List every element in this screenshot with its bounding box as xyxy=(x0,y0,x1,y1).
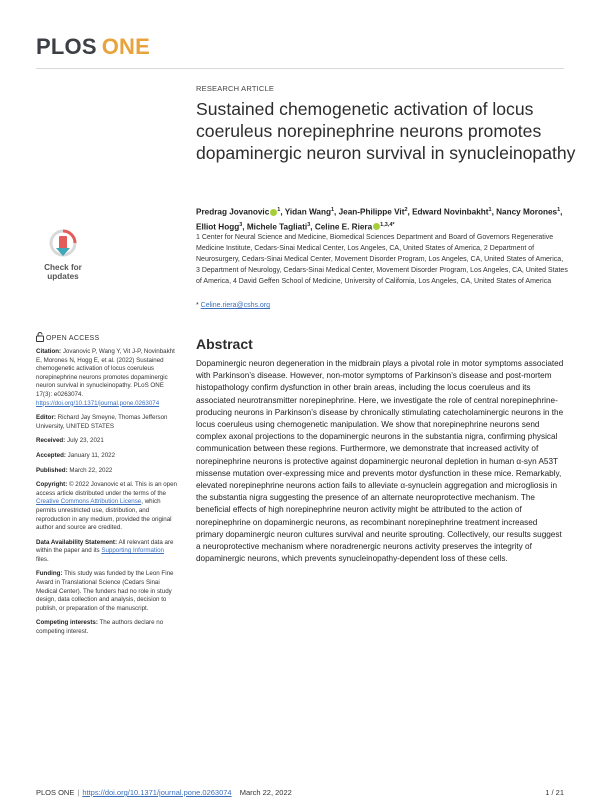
author-name: Celine E. Riera xyxy=(314,222,373,232)
citation-text: Jovanovic P, Wang Y, Vit J-P, Novinbakht E, Morones N, Hogg E, et al. (2022) Sustained chemogenetic activation of locus coeruleus norepinephrine neurons promotes dopaminergic neuron survival in synucleinopathy. PLoS ONE 17(3): e0263074. xyxy=(36,348,175,398)
copyright-block xyxy=(36,481,178,533)
badge-label-line2: updates xyxy=(47,272,79,281)
supporting-info-link[interactable]: Supporting Information xyxy=(101,547,164,555)
citation-doi-link[interactable]: https://doi.org/10.1371/journal.pone.0263074 xyxy=(36,399,160,407)
page-footer xyxy=(36,788,292,797)
published-date: March 22, 2022 xyxy=(69,466,113,474)
article-type: RESEARCH ARTICLE xyxy=(196,84,275,93)
author-affiliation-marker: 1,3,4* xyxy=(380,221,395,228)
editor-label: Editor: xyxy=(36,414,56,422)
badge-label xyxy=(36,263,90,281)
page-number: 1 / 21 xyxy=(545,788,564,797)
footer-separator xyxy=(235,788,237,797)
affiliations: 1 Center for Neural Science and Medicine, Biomedical Sciences Department and Board of Governors Regenerative Medicine Institute, Cedars-Sinai Medical Center, Los Angeles, CA, United States of America, 2 Department of Neurosurgery, Cedars-Sinai Medical Center, Movement Disorder Program, Los Angeles, CA, United States of America, 3 Department of Neurology, Cedars-Sinai Medical Center, Movement Disorder Program, Los Angeles, CA, United States of America, 4 David Geffen School of Medicine, University of California, Los Angeles, CA, United States of America xyxy=(196,234,568,285)
competing-interests-block xyxy=(36,619,178,636)
email-prefix: * xyxy=(196,302,201,309)
author-name: Predrag Jovanovic xyxy=(196,207,270,217)
funding-block xyxy=(36,570,178,613)
copyright-text-pre: © 2022 Jovanovic et al. This is an open access article distributed under the terms of the xyxy=(36,481,177,497)
open-access-label: OPEN ACCESS xyxy=(46,335,100,342)
author-name: Michele Tagliati xyxy=(246,222,308,232)
author-name: Edward Novinbakht xyxy=(412,207,489,217)
copyright-label: Copyright: xyxy=(36,481,68,489)
author-name: Yidan Wang xyxy=(284,207,331,217)
author-name: Nancy Morones xyxy=(496,207,558,217)
footer-journal: PLOS ONE xyxy=(36,788,75,797)
funding-label: Funding: xyxy=(36,570,63,578)
accepted-block xyxy=(36,452,178,461)
editor-text: Richard Jay Smeyne, Thomas Jefferson University, UNITED STATES xyxy=(36,414,168,430)
author-name: Jean-Philippe Vit xyxy=(338,207,405,217)
editor-block xyxy=(36,414,178,431)
accepted-label: Accepted: xyxy=(36,451,66,459)
author-name: Elliot Hogg xyxy=(196,222,240,232)
author-affiliation-marker: 1 xyxy=(330,207,335,213)
article-title: Sustained chemogenetic activation of locus coeruleus norepinephrine neurons promotes dopaminergic neuron survival in synucleinopathy xyxy=(196,99,576,163)
copyright-text-post: , which permits unrestricted use, distribution, and reproduction in any medium, provided the original author and source are credited. xyxy=(36,498,172,532)
author-affiliation-marker: 1 xyxy=(557,207,561,213)
logo-one: ONE xyxy=(101,34,150,59)
data-availability-post: files. xyxy=(36,555,49,563)
check-for-updates-badge[interactable] xyxy=(36,230,90,290)
received-block xyxy=(36,437,178,446)
competing-interests-label: Competing interests: xyxy=(36,619,98,627)
badge-label-line1: Check for xyxy=(44,263,82,272)
open-lock-icon xyxy=(36,332,44,342)
author-list: Predrag Jovanovic $^1$, Yidan Wang$^1$, Jean-Philippe Vit$^2$, Edward Novinbakht$^1$, Nancy Morones$^1$, Elliot Hogg$^3$, Michele Tagliati$^3$, Celine E. Riera $^{1,3,4*}$ xyxy=(196,207,563,232)
footer-separator: | xyxy=(77,788,80,797)
check-for-updates-icon xyxy=(50,230,76,260)
author-affiliation-marker: 2 xyxy=(404,207,408,213)
author-affiliation-marker: 3 xyxy=(307,221,311,228)
article-info-sidebar xyxy=(36,348,178,643)
citation-label: Citation: xyxy=(36,348,62,355)
published-block xyxy=(36,467,178,476)
corresponding-email xyxy=(196,302,270,309)
author-affiliation-marker: 1 xyxy=(488,207,492,213)
journal-logo xyxy=(36,34,150,60)
open-access xyxy=(36,332,99,342)
data-availability-block xyxy=(36,539,178,565)
citation-block xyxy=(36,348,178,408)
received-date: July 23, 2021 xyxy=(66,437,104,445)
email-link[interactable]: Celine.riera@cshs.org xyxy=(200,302,271,309)
data-availability-label: Data Availability Statement: xyxy=(36,538,118,546)
received-label: Received: xyxy=(36,437,66,445)
abstract-heading: Abstract xyxy=(196,336,253,352)
footer-date: March 22, 2022 xyxy=(239,788,292,797)
license-link[interactable]: Creative Commons Attribution License xyxy=(36,498,142,506)
author-affiliation-marker: 3 xyxy=(239,221,243,228)
published-label: Published: xyxy=(36,466,68,474)
author-affiliation-marker: 1 xyxy=(277,207,281,213)
competing-interests-text: The authors declare no competing interest. xyxy=(36,619,164,636)
abstract-text: Dopaminergic neuron degeneration in the midbrain plays a pivotal role in motor symptoms associated with Parkinson’s disease. However, non-motor symptoms of Parkinson’s disease and post-mortem histopathology confirm dysfunction in other brain areas, including the locus coeruleus and its associated neurotransmitter norepinephrine. Here, we investigate the role of central norepinephrine-producing neurons in Parkinson’s disease by chronically stimulating catecholaminergic neurons in the locus coeruleus using chemogenetic manipulation. We show that norepinephrine neurons send complex axonal projections to the dopaminergic neurons in the substantia nigra, confirming physical communication between these regions. Furthermore, we demonstrate that increased activity of norepinephrine neurons is protective against dopaminergic neuronal depletion in human α-syn A53T missense mutation over-expressing mice and prevents motor dysfunction in these mice. Remarkably, elevated norepinephrine neurons action fails to alleviate α-synuclein aggregation and microgliosis in the substantia nigra suggesting the presence of an alternate neuroprotective mechanism. The beneficial effects of high norepinephrine neuron activity might be attributed to the action of norepinephrine on dopaminergic neurons, as recombinant norepinephrine treatment increased primary dopaminergic neuron cultures survival and neurite sprouting. Collectively, our results suggest a neuroprotective mechanism where noradrenergic neurons activity preserves the integrity of dopaminergic neurons, which prevents synucleinopathy-dependent loss of these cells. xyxy=(196,359,564,564)
funding-text: This study was funded by the Leon Fine Award in Translational Science (Cedars Sinai Medical Center). The funders had no role in study design, data collection and analysis, decision to publish, or preparation of the manuscript. xyxy=(36,570,174,612)
logo-plos: PLOS xyxy=(36,34,97,59)
accepted-date: January 11, 2022 xyxy=(67,451,116,459)
footer-doi-link[interactable]: https://doi.org/10.1371/journal.pone.0263074 xyxy=(82,788,232,797)
header-divider xyxy=(36,68,564,69)
data-availability-pre: All relevant data are within the paper and its xyxy=(36,538,174,555)
